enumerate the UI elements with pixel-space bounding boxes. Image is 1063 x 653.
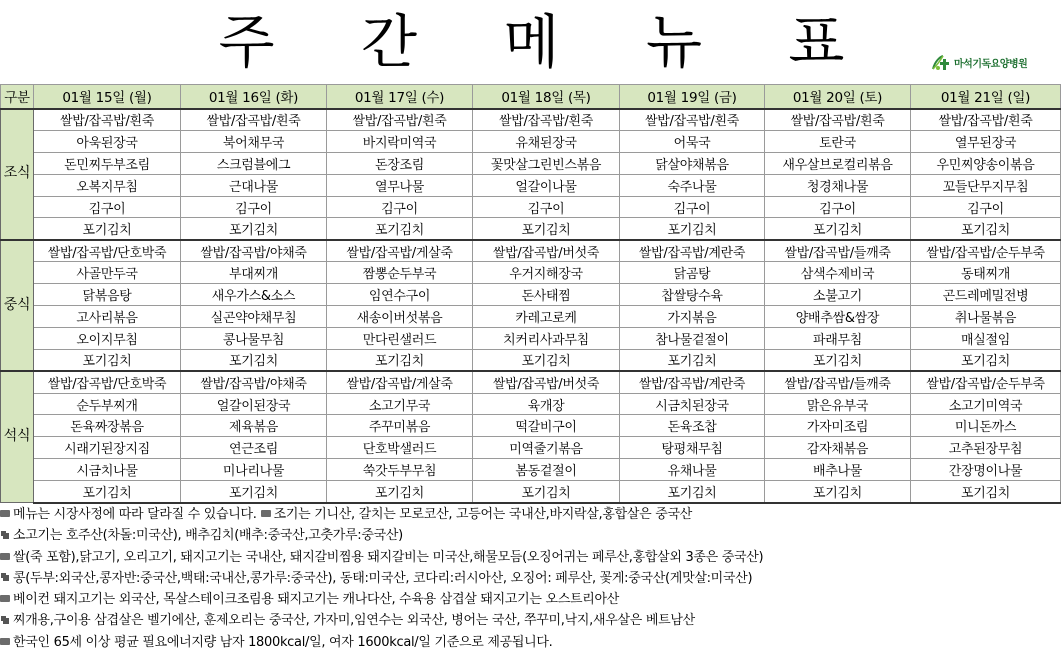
menu-cell: 돈육짜장볶음 <box>34 415 181 437</box>
menu-cell: 쌀밥/잡곡밥/순두부죽 <box>911 240 1061 262</box>
menu-row <box>1 130 1061 152</box>
cross-leaf-icon <box>930 52 952 72</box>
menu-cell: 북어채무국 <box>181 130 327 152</box>
menu-cell: 꼬들단무지무침 <box>911 174 1061 196</box>
menu-cell: 쌀밥/잡곡밥/단호박죽 <box>34 240 181 262</box>
menu-cell: 짬뽕순두부국 <box>327 262 473 284</box>
meal-label: 중식 <box>1 240 34 371</box>
menu-cell: 쌀밥/잡곡밥/계란죽 <box>620 240 765 262</box>
menu-cell: 소불고기 <box>765 284 911 306</box>
menu-cell: 돈장조림 <box>327 152 473 174</box>
menu-cell: 쌀밥/잡곡밥/순두부죽 <box>911 371 1061 393</box>
menu-cell: 닭곰탕 <box>620 262 765 284</box>
menu-cell: 돈육조찹 <box>620 415 765 437</box>
menu-cell: 연근조림 <box>181 437 327 459</box>
menu-cell: 돈사태찜 <box>473 284 620 306</box>
header-day: 01월 16일 (화) <box>181 85 327 109</box>
header-day: 01월 18일 (목) <box>473 85 620 109</box>
menu-cell: 포기김치 <box>34 349 181 371</box>
note-bullet-icon <box>0 595 10 602</box>
note-text: 쌀(죽 포함),닭고기, 오리고기, 돼지고기는 국내산, 돼지갈비찜용 돼지갈비는 미국산,해물모듬(오징어귀는 페루산,홍합살외 3종은 중국산) <box>13 549 764 565</box>
menu-cell: 임연수구이 <box>327 284 473 306</box>
menu-cell: 청경채나물 <box>765 174 911 196</box>
note-line <box>0 610 1063 631</box>
menu-cell: 쌀밥/잡곡밥/흰죽 <box>34 109 181 131</box>
menu-cell: 제육볶음 <box>181 415 327 437</box>
note-text: 메뉴는 시장사정에 따라 달라질 수 있습니다. <box>13 507 257 522</box>
menu-cell: 탕평채무침 <box>620 437 765 459</box>
menu-cell: 새송이버섯볶음 <box>327 306 473 328</box>
menu-cell: 포기김치 <box>620 218 765 240</box>
menu-cell: 쌀밥/잡곡밥/게살죽 <box>327 371 473 393</box>
note-text: 콩(두부:외국산,콩자반:중국산,백태:국내산,콩가루:중국산), 동태:미국산, 코다리:러시아산, 오징어: 페루산, 꽃게:중국산(게맛살:미국산) <box>13 570 753 586</box>
menu-cell: 얼갈이나물 <box>473 174 620 196</box>
meal-label: 석식 <box>1 371 34 502</box>
menu-row <box>1 481 1061 503</box>
menu-cell: 포기김치 <box>911 349 1061 371</box>
menu-cell: 포기김치 <box>34 481 181 503</box>
menu-cell: 토란국 <box>765 130 911 152</box>
menu-cell: 오복지무침 <box>34 174 181 196</box>
menu-cell: 매실절임 <box>911 327 1061 349</box>
menu-cell: 포기김치 <box>765 481 911 503</box>
menu-row <box>1 174 1061 196</box>
menu-cell: 봄동겉절이 <box>473 459 620 481</box>
menu-cell: 포기김치 <box>181 218 327 240</box>
menu-cell: 얼갈이된장국 <box>181 393 327 415</box>
menu-cell: 우거지해장국 <box>473 262 620 284</box>
menu-cell: 육개장 <box>473 393 620 415</box>
header-day: 01월 20일 (토) <box>765 85 911 109</box>
header-corner: 구분 <box>1 85 34 109</box>
menu-cell: 숙주나물 <box>620 174 765 196</box>
menu-cell: 치커리사과무침 <box>473 327 620 349</box>
menu-cell: 삼색수제비국 <box>765 262 911 284</box>
menu-cell: 쌀밥/잡곡밥/야채죽 <box>181 240 327 262</box>
menu-cell: 김구이 <box>765 196 911 218</box>
menu-cell: 우민찌양송이볶음 <box>911 152 1061 174</box>
note-bullet-icon <box>261 510 271 517</box>
menu-cell: 포기김치 <box>473 218 620 240</box>
menu-cell: 쌀밥/잡곡밥/단호박죽 <box>34 371 181 393</box>
notes-section <box>0 504 1063 653</box>
weekly-menu-table <box>0 84 1061 504</box>
meal-label: 조식 <box>1 109 34 240</box>
menu-cell: 시금치나물 <box>34 459 181 481</box>
menu-cell: 새우가스&소스 <box>181 284 327 306</box>
menu-cell: 사골만두국 <box>34 262 181 284</box>
menu-cell: 쌀밥/잡곡밥/들깨죽 <box>765 240 911 262</box>
header-day: 01월 17일 (수) <box>327 85 473 109</box>
menu-cell: 주꾸미볶음 <box>327 415 473 437</box>
menu-cell: 근대나물 <box>181 174 327 196</box>
menu-cell: 고추된장무침 <box>911 437 1061 459</box>
menu-cell: 쌀밥/잡곡밥/버섯죽 <box>473 371 620 393</box>
menu-cell: 포기김치 <box>327 481 473 503</box>
menu-row <box>1 371 1061 393</box>
menu-cell: 김구이 <box>620 196 765 218</box>
menu-cell: 포기김치 <box>473 481 620 503</box>
menu-row <box>1 393 1061 415</box>
menu-cell: 단호박샐러드 <box>327 437 473 459</box>
menu-cell: 순두부찌개 <box>34 393 181 415</box>
menu-cell: 포기김치 <box>765 349 911 371</box>
menu-cell: 쌀밥/잡곡밥/게살죽 <box>327 240 473 262</box>
menu-cell: 꽃맛살그린빈스볶음 <box>473 152 620 174</box>
note-bullet-icon <box>0 615 10 625</box>
note-line <box>0 525 1063 546</box>
header-day: 01월 21일 (일) <box>911 85 1061 109</box>
menu-row <box>1 349 1061 371</box>
menu-cell: 가지볶음 <box>620 306 765 328</box>
menu-cell: 바지락미역국 <box>327 130 473 152</box>
menu-cell: 미역줄기볶음 <box>473 437 620 459</box>
menu-cell: 미나리나물 <box>181 459 327 481</box>
menu-cell: 포기김치 <box>327 349 473 371</box>
menu-row <box>1 459 1061 481</box>
header-day: 01월 19일 (금) <box>620 85 765 109</box>
menu-row <box>1 240 1061 262</box>
menu-cell: 참나물겉절이 <box>620 327 765 349</box>
menu-cell: 포기김치 <box>765 218 911 240</box>
menu-cell: 가자미조림 <box>765 415 911 437</box>
menu-cell: 포기김치 <box>181 349 327 371</box>
menu-cell: 오이지무침 <box>34 327 181 349</box>
menu-cell: 스크럼블에그 <box>181 152 327 174</box>
menu-cell: 쑥갓두부무침 <box>327 459 473 481</box>
menu-cell: 배추나물 <box>765 459 911 481</box>
menu-cell: 카레고로케 <box>473 306 620 328</box>
menu-cell: 부대찌개 <box>181 262 327 284</box>
hospital-logo <box>930 52 1027 72</box>
menu-cell: 쌀밥/잡곡밥/들깨죽 <box>765 371 911 393</box>
menu-cell: 파래무침 <box>765 327 911 349</box>
note-text: 베이컨 돼지고기는 외국산, 목살스테이크조림용 돼지고기는 캐나다산, 수육용 삼겹살 돼지고기는 오스트리아산 <box>13 592 620 608</box>
menu-cell: 유채된장국 <box>473 130 620 152</box>
menu-cell: 쌀밥/잡곡밥/흰죽 <box>765 109 911 131</box>
note-line <box>0 504 1063 525</box>
menu-row <box>1 306 1061 328</box>
menu-cell: 소고기무국 <box>327 393 473 415</box>
note-text: 조기는 기니산, 갈치는 모로코산, 고등어는 국내산,바지락살,홍합살은 중국산 <box>273 507 692 522</box>
menu-cell: 포기김치 <box>620 481 765 503</box>
menu-cell: 어묵국 <box>620 130 765 152</box>
header-day: 01월 15일 (월) <box>34 85 181 109</box>
menu-cell: 김구이 <box>473 196 620 218</box>
menu-cell: 맑은유부국 <box>765 393 911 415</box>
menu-cell: 고사리볶음 <box>34 306 181 328</box>
menu-row <box>1 152 1061 174</box>
menu-cell: 김구이 <box>34 196 181 218</box>
menu-cell: 콩나물무침 <box>181 327 327 349</box>
menu-cell: 김구이 <box>181 196 327 218</box>
menu-cell: 양배추쌈&쌈장 <box>765 306 911 328</box>
menu-cell: 소고기미역국 <box>911 393 1061 415</box>
menu-cell: 포기김치 <box>34 218 181 240</box>
menu-row <box>1 196 1061 218</box>
menu-cell: 떡갈비구이 <box>473 415 620 437</box>
menu-row <box>1 109 1061 131</box>
menu-row <box>1 284 1061 306</box>
menu-cell: 유채나물 <box>620 459 765 481</box>
note-line <box>0 568 1063 589</box>
menu-cell: 열무된장국 <box>911 130 1061 152</box>
menu-cell: 김구이 <box>327 196 473 218</box>
menu-cell: 쌀밥/잡곡밥/야채죽 <box>181 371 327 393</box>
menu-cell: 김구이 <box>911 196 1061 218</box>
menu-cell: 포기김치 <box>327 218 473 240</box>
note-bullet-icon <box>0 572 10 582</box>
menu-row <box>1 262 1061 284</box>
menu-cell: 포기김치 <box>620 349 765 371</box>
note-bullet-icon <box>0 530 10 540</box>
menu-cell: 포기김치 <box>473 349 620 371</box>
header-row <box>1 85 1061 109</box>
menu-cell: 닭살야채볶음 <box>620 152 765 174</box>
logo-text: 마석기독요양병원 <box>954 58 1028 70</box>
note-text: 소고기는 호주산(차돌:미국산), 배추김치(배추:중국산,고춧가루:중국산) <box>13 528 403 544</box>
menu-cell: 닭볶음탕 <box>34 284 181 306</box>
menu-cell: 간장명이나물 <box>911 459 1061 481</box>
menu-cell: 돈민찌두부조림 <box>34 152 181 174</box>
menu-cell: 쌀밥/잡곡밥/계란죽 <box>620 371 765 393</box>
menu-cell: 포기김치 <box>181 481 327 503</box>
menu-cell: 아욱된장국 <box>34 130 181 152</box>
menu-cell: 미니돈까스 <box>911 415 1061 437</box>
menu-cell: 포기김치 <box>911 218 1061 240</box>
note-bullet-icon <box>0 553 10 560</box>
note-line <box>0 589 1063 610</box>
note-text: 한국인 65세 이상 평균 필요에너지량 남자 1800kcal/일, 여자 1600kcal/일 기준으로 제공됩니다. <box>13 634 553 650</box>
menu-cell: 쌀밥/잡곡밥/흰죽 <box>473 109 620 131</box>
note-bullet-icon <box>0 510 10 517</box>
menu-cell: 쌀밥/잡곡밥/흰죽 <box>181 109 327 131</box>
title-bar <box>0 0 1063 82</box>
menu-cell: 감자채볶음 <box>765 437 911 459</box>
menu-cell: 실곤약야채무침 <box>181 306 327 328</box>
menu-cell: 열무나물 <box>327 174 473 196</box>
menu-row <box>1 415 1061 437</box>
menu-cell: 찹쌀탕수육 <box>620 284 765 306</box>
menu-cell: 쌀밥/잡곡밥/흰죽 <box>327 109 473 131</box>
note-text: 찌개용,구이용 삼겹살은 벨기에산, 훈제오리는 중국산, 가자미,임연수는 외국산, 병어는 국산, 쭈꾸미,낙지,새우살은 베트남산 <box>13 613 695 629</box>
menu-cell: 동태찌개 <box>911 262 1061 284</box>
menu-row <box>1 437 1061 459</box>
menu-cell: 쌀밥/잡곡밥/흰죽 <box>620 109 765 131</box>
menu-cell: 곤드레메밀전병 <box>911 284 1061 306</box>
menu-cell: 쌀밥/잡곡밥/흰죽 <box>911 109 1061 131</box>
menu-cell: 만다린샐러드 <box>327 327 473 349</box>
note-line <box>0 547 1063 568</box>
menu-cell: 쌀밥/잡곡밥/버섯죽 <box>473 240 620 262</box>
menu-cell: 취나물볶음 <box>911 306 1061 328</box>
menu-cell: 시래기된장지짐 <box>34 437 181 459</box>
page-title: 주 간 메 뉴 표 <box>218 8 879 76</box>
menu-cell: 새우살브로컬리볶음 <box>765 152 911 174</box>
menu-row <box>1 327 1061 349</box>
menu-cell: 포기김치 <box>911 481 1061 503</box>
menu-cell: 시금치된장국 <box>620 393 765 415</box>
menu-row <box>1 218 1061 240</box>
note-line <box>0 632 1063 653</box>
